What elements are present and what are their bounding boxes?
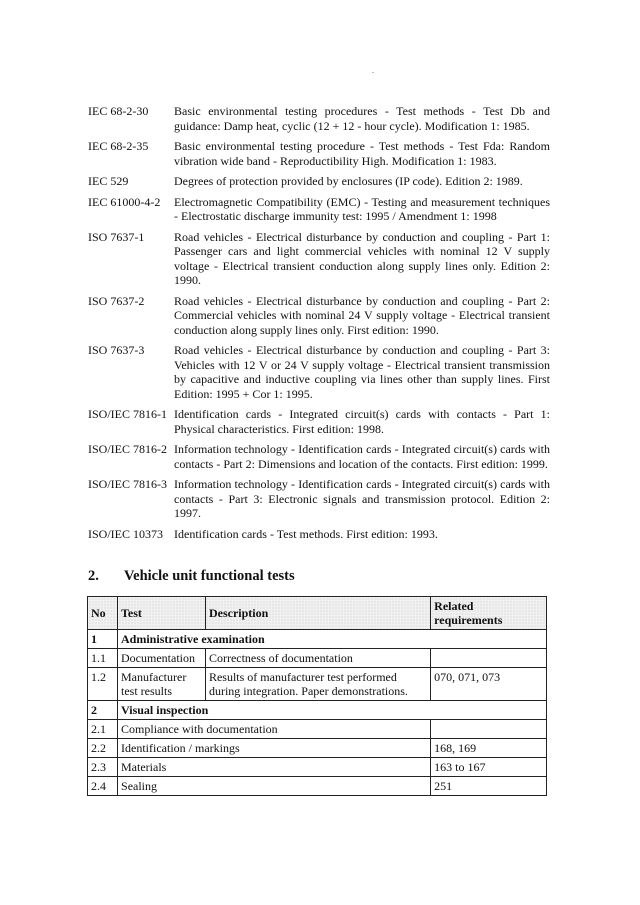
tests-table: [87, 596, 547, 796]
reference-code: ISO/IEC 10373: [88, 526, 163, 541]
reference-description: Basic environmental testing procedures - Test methods - Test Db and guidance: Damp heat, cyclic (12 + 12 - hour cycle). Modification 1: 1985.: [174, 104, 550, 133]
reference-description: Information technology - Identification cards - Integrated circuit(s) cards with contacts - Part 2: Dimensions and location of the contacts. First edition: 1999.: [174, 442, 550, 471]
table-header-row: [88, 597, 547, 630]
reference-description: Road vehicles - Electrical disturbance by conduction and coupling - Part 3: Vehicles with 12 V or 24 V supply voltage - Electrical transient transmission by capacitive and inductive coupling via lines other than supply lines. First Edition: 1995 + Cor 1: 1995.: [174, 343, 550, 401]
table-row: [88, 758, 547, 777]
table-row: [88, 777, 547, 796]
row-number: 1.1: [88, 649, 118, 668]
table-section-row: [88, 701, 547, 720]
header-requirements: Related requirements: [431, 597, 547, 630]
row-number: 2.3: [88, 758, 118, 777]
reference-item: [88, 343, 550, 401]
row-number: 2: [88, 701, 118, 720]
reference-description: Information technology - Identification cards - Integrated circuit(s) cards with contacts - Part 3: Electronic signals and transmission protocol. Edition 2: 1997.: [174, 477, 550, 520]
header-no: No: [88, 597, 118, 630]
reference-code: ISO 7637-2: [88, 293, 145, 308]
row-number: 2.2: [88, 739, 118, 758]
header-test: Test: [118, 597, 206, 630]
reference-code: IEC 68-2-30: [88, 104, 149, 118]
row-number: 2.4: [88, 777, 118, 796]
reference-item: [88, 442, 550, 471]
reference-code: IEC 61000-4-2: [88, 194, 161, 209]
reference-list: [88, 104, 550, 547]
row-requirements: [431, 720, 547, 739]
row-section-title: Visual inspection: [118, 701, 547, 720]
reference-code: ISO/IEC 7816-2: [88, 442, 167, 456]
row-requirements: 070, 071, 073: [431, 668, 547, 701]
reference-code: ISO/IEC 7816-1: [88, 407, 167, 421]
row-requirements: 168, 169: [431, 739, 547, 758]
reference-item: [88, 195, 550, 224]
row-test: Compliance with documentation: [118, 720, 431, 739]
row-description: Results of manufacturer test performed during integration. Paper demonstrations.: [205, 668, 430, 701]
reference-description: Electromagnetic Compatibility (EMC) - Testing and measurement techniques - Electrostatic discharge immunity test: 1995 / Amendment 1: 1998: [174, 194, 550, 223]
row-test: Identification / markings: [118, 739, 431, 758]
reference-code: ISO 7637-1: [88, 229, 145, 244]
table-section-row: [88, 630, 547, 649]
reference-description: Identification cards - Test methods. First edition: 1993.: [174, 526, 438, 541]
row-number: 2.1: [88, 720, 118, 739]
row-test: Documentation: [118, 649, 206, 668]
reference-description: Degrees of protection provided by enclosures (IP code). Edition 2: 1989.: [174, 174, 523, 188]
table-row: [88, 720, 547, 739]
row-number: 1: [88, 630, 118, 649]
reference-item: [88, 230, 550, 288]
reference-item: [88, 477, 550, 521]
header-description: Description: [205, 597, 430, 630]
row-section-title: Administrative examination: [118, 630, 547, 649]
row-requirements: [431, 649, 547, 668]
reference-description: Basic environmental testing procedure - Test methods - Test Fda: Random vibration wide band - Reproductibility High. Modification 1: 1983.: [174, 139, 550, 168]
row-test: Manufacturer test results: [118, 668, 206, 701]
row-test: Sealing: [118, 777, 431, 796]
reference-item: [88, 527, 550, 542]
reference-item: [88, 139, 550, 168]
table-row: [88, 739, 547, 758]
reference-item: [88, 174, 550, 189]
reference-code: ISO 7637-3: [88, 343, 145, 357]
section-heading: [88, 568, 295, 585]
section-number: 2.: [88, 568, 99, 584]
reference-code: ISO/IEC 7816-3: [88, 477, 167, 491]
row-description: Correctness of documentation: [205, 649, 430, 668]
row-requirements: 251: [431, 777, 547, 796]
row-number: 1.2: [88, 668, 118, 701]
row-test: Materials: [118, 758, 431, 777]
reference-description: Road vehicles - Electrical disturbance by conduction and coupling - Part 2: Commercial vehicles with nominal 24 V supply voltage - Electrical transient conduction along supply lines only. First edition: 1990.: [174, 293, 550, 337]
reference-description: Identification cards - Integrated circuit(s) cards with contacts - Part 1: Physical characteristics. First edition: 1998.: [174, 407, 550, 436]
scan-speck: [372, 72, 374, 73]
table-row: [88, 668, 547, 701]
reference-description: Road vehicles - Electrical disturbance by conduction and coupling - Part 1: Passenger cars and light commercial vehicles with nominal 12 V supply voltage - Electrical transient conduction along supply lines only. Edition 2: 1990.: [174, 229, 550, 287]
reference-code: IEC 529: [88, 174, 129, 188]
reference-code: IEC 68-2-35: [88, 139, 149, 153]
reference-item: [88, 407, 550, 436]
table-row: [88, 649, 547, 668]
row-requirements: 163 to 167: [431, 758, 547, 777]
reference-item: [88, 294, 550, 338]
section-title: Vehicle unit functional tests: [124, 568, 295, 584]
reference-item: [88, 104, 550, 133]
